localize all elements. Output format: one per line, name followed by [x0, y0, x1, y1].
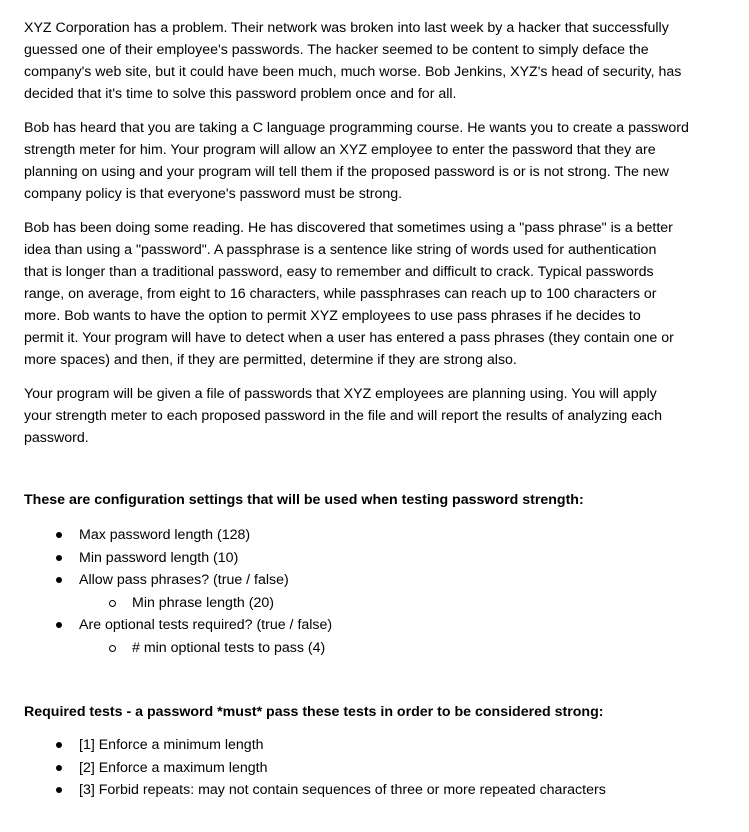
required-tests-list	[24, 734, 734, 802]
text-line: guessed one of their employee's passwords. The hacker seemed to be content to simply deface the	[24, 42, 649, 58]
text-line: that is longer than a traditional password, easy to remember and difficult to crack. Typical passwords	[24, 264, 654, 280]
text-line: company policy is that everyone's password must be strong.	[24, 186, 403, 202]
list-item-text: # min optional tests to pass (4)	[132, 639, 326, 656]
list-item	[24, 614, 734, 637]
text-line: idea than using a "password". A passphrase is a sentence like string of words used for authentication	[24, 242, 657, 258]
list-item-text: Min password length (10)	[79, 549, 239, 566]
list-item	[24, 524, 734, 547]
text-line: Bob has heard that you are taking a C language programming course. He wants you to create a password	[24, 120, 689, 136]
text-line: password.	[24, 430, 89, 446]
list-item-text: [2] Enforce a maximum length	[79, 759, 268, 776]
text-line: your strength meter to each proposed password in the file and will report the results of analyzing each	[24, 408, 663, 424]
required-tests-heading: Required tests - a password *must* pass these tests in order to be considered strong:	[24, 704, 604, 720]
list-item-text: Are optional tests required? (true / false)	[79, 617, 333, 633]
text-line: range, on average, from eight to 16 characters, while passphrases can reach up to 100 characters or	[24, 286, 657, 302]
text-line: Bob has been doing some reading. He has discovered that sometimes using a "pass phrase" is a better	[24, 220, 673, 236]
text-line: company's web site, but it could have been much, much worse. Bob Jenkins, XYZ's head of security, has	[24, 64, 682, 80]
hollow-bullet-icon	[109, 645, 116, 652]
paragraph-intro	[24, 17, 734, 105]
list-item-text: Allow pass phrases? (true / false)	[79, 572, 289, 588]
text-line: decided that it's time to solve this password problem once and for all.	[24, 86, 457, 102]
config-list	[24, 524, 734, 659]
hollow-bullet-icon	[109, 600, 116, 607]
paragraph-passphrase	[24, 217, 734, 371]
list-item	[24, 569, 734, 592]
list-item-text: [1] Enforce a minimum length	[79, 737, 264, 753]
list-item-text: Max password length (128)	[79, 527, 251, 543]
bullet-icon	[56, 555, 62, 561]
list-item	[24, 734, 734, 757]
text-line: planning on using and your program will tell them if the proposed password is or is not strong. The new	[24, 164, 669, 180]
list-item-text: Min phrase length (20)	[132, 594, 274, 611]
list-item-text: [3] Forbid repeats: may not contain sequences of three or more repeated characters	[79, 782, 606, 798]
bullet-icon	[56, 742, 62, 748]
bullet-icon	[56, 787, 62, 793]
paragraph-assignment	[24, 117, 734, 205]
text-line: more spaces) and then, if they are permitted, determine if they are strong also.	[24, 352, 517, 368]
bullet-icon	[56, 765, 62, 771]
list-item	[24, 757, 734, 780]
paragraph-input-file	[24, 383, 734, 449]
list-item	[24, 779, 734, 802]
text-line: strength meter for him. Your program will allow an XYZ employee to enter the password that they are	[24, 142, 656, 158]
bullet-icon	[56, 577, 62, 583]
bullet-icon	[56, 622, 62, 628]
bullet-icon	[56, 532, 62, 538]
text-line: permit it. Your program will have to detect when a user has entered a pass phrases (they contain one or	[24, 330, 674, 346]
list-subitem	[24, 637, 734, 660]
list-item	[24, 547, 734, 570]
document-page	[24, 17, 734, 802]
text-line: more. Bob wants to have the option to permit XYZ employees to use pass phrases if he decides to	[24, 308, 641, 324]
config-heading: These are configuration settings that will be used when testing password strength:	[24, 492, 584, 508]
text-line: XYZ Corporation has a problem. Their network was broken into last week by a hacker that successfully	[24, 20, 669, 36]
text-line: Your program will be given a file of passwords that XYZ employees are planning using. You will apply	[24, 386, 657, 402]
list-subitem	[24, 592, 734, 615]
